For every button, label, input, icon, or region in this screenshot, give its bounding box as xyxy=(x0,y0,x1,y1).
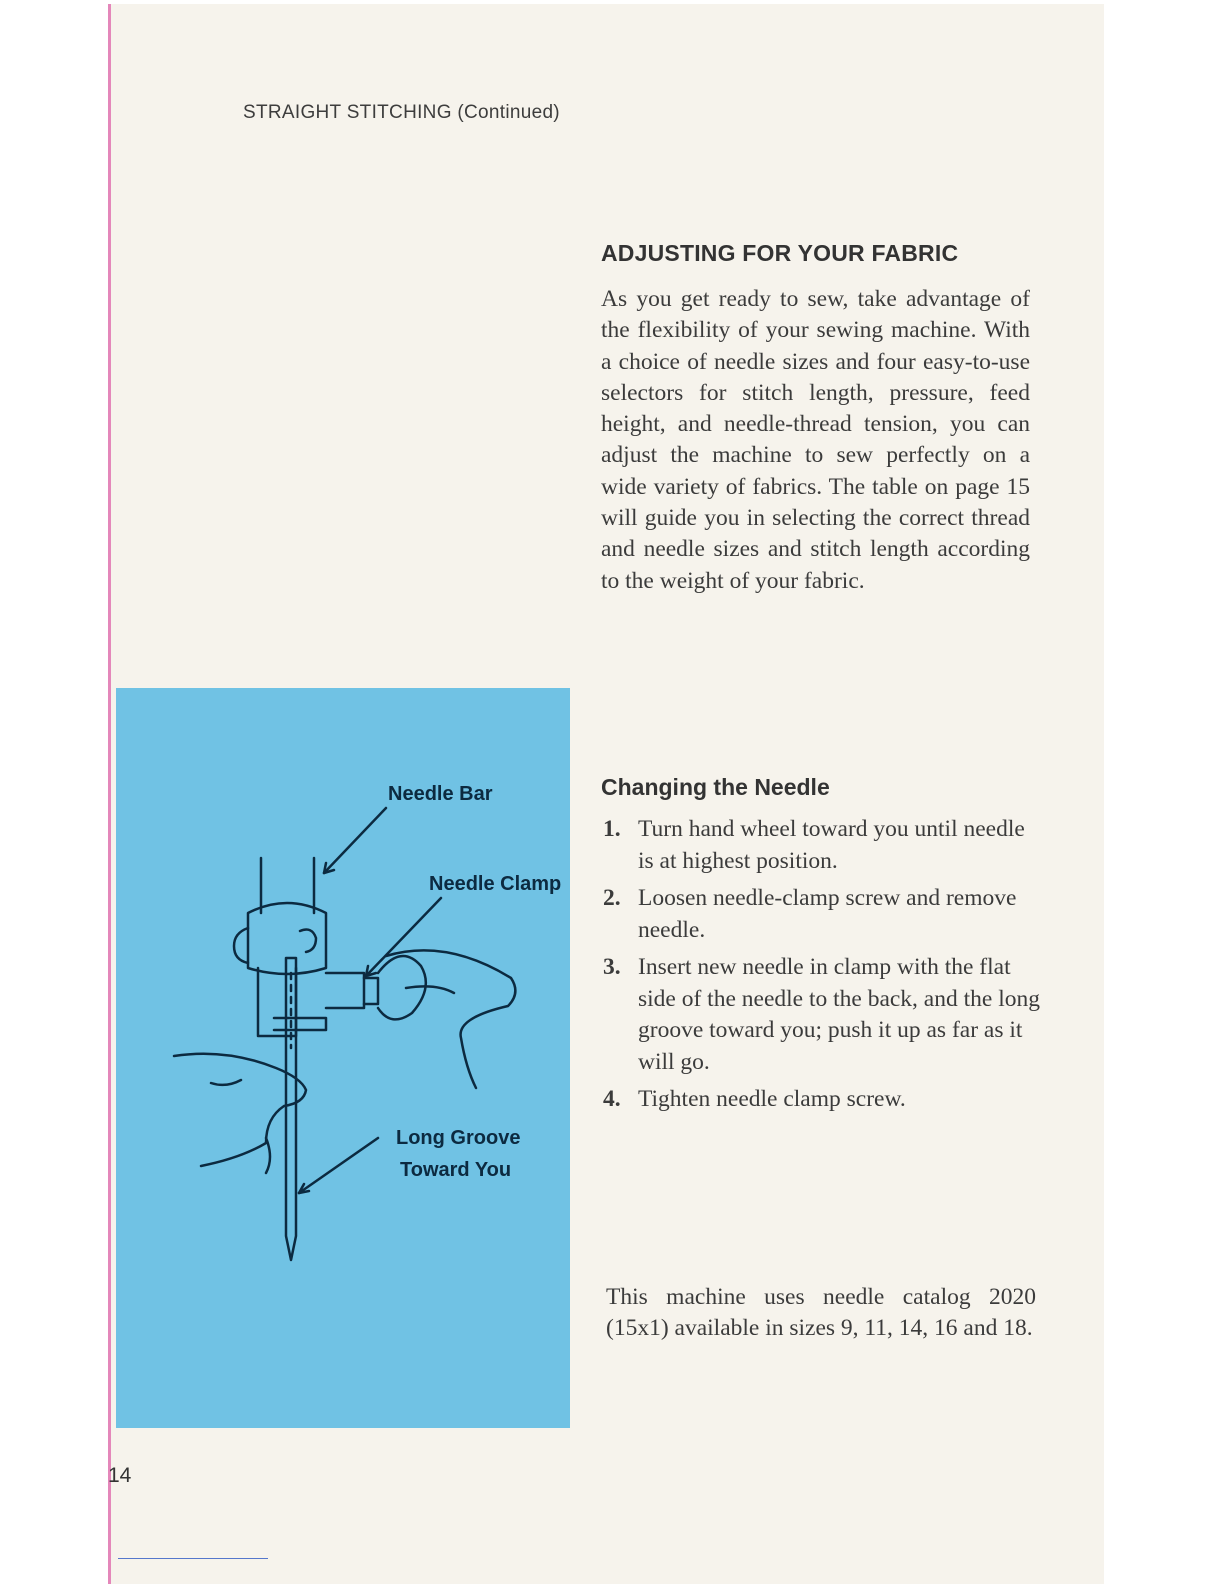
needle-diagram xyxy=(116,688,570,1428)
step-number: 4. xyxy=(603,1086,621,1112)
needle-bar-leader xyxy=(324,808,386,873)
changing-needle-title: Changing the Needle xyxy=(601,774,830,800)
intro-paragraph: As you get ready to sew, take advantage of the flexibility of your sewing machine. With a choice of needle sizes and four easy-to-use selectors for stitch length, pressure, feed height, and needle-thread tension, you can adjust the machine to sew perfectly on a wide variety of fabrics. The table on page 15 will guide you in selecting the correct thread and needle sizes and stitch length according to the weight of your fabric. xyxy=(601,286,1030,594)
page-number: 14 xyxy=(108,1464,132,1487)
needle-clamp-leader xyxy=(366,898,441,976)
running-head: STRAIGHT STITCHING (Continued) xyxy=(243,102,560,123)
step-item xyxy=(601,883,1041,946)
step-text: Insert new needle in clamp with the flat side of the needle to the back, and the long groove toward you; push it up as far as it will go. xyxy=(638,954,1040,1075)
long-groove-label: Long Groove xyxy=(396,1127,521,1149)
steps-list xyxy=(601,814,1041,1122)
long-groove-leader xyxy=(299,1138,378,1193)
section-title: ADJUSTING FOR YOUR FABRIC xyxy=(601,240,959,266)
needle-clamp-label: Needle Clamp xyxy=(429,873,562,895)
needle-illustration xyxy=(116,688,570,1428)
page-edge xyxy=(108,4,111,1584)
manual-page xyxy=(108,4,1104,1584)
step-item xyxy=(601,952,1041,1078)
toward-you-label: Toward You xyxy=(400,1159,512,1181)
hand-right-shape xyxy=(386,950,515,1088)
step-number: 2. xyxy=(603,885,621,911)
step-text: Turn hand wheel toward you until needle is at highest position. xyxy=(638,816,1025,874)
step-item xyxy=(601,814,1041,877)
needle-catalog-note: This machine uses needle catalog 2020 (15x1) available in sizes 9, 11, 14, 16 and 18. xyxy=(606,1284,1036,1342)
step-text: Tighten needle clamp screw. xyxy=(638,1086,906,1112)
step-item xyxy=(601,1084,1041,1116)
step-text: Loosen needle-clamp screw and remove needle. xyxy=(638,885,1017,943)
bottom-rule xyxy=(118,1558,268,1559)
step-number: 3. xyxy=(603,954,621,980)
step-number: 1. xyxy=(603,816,621,842)
needle-bar-label: Needle Bar xyxy=(388,783,493,805)
clamp-screw-shape xyxy=(326,973,364,1008)
